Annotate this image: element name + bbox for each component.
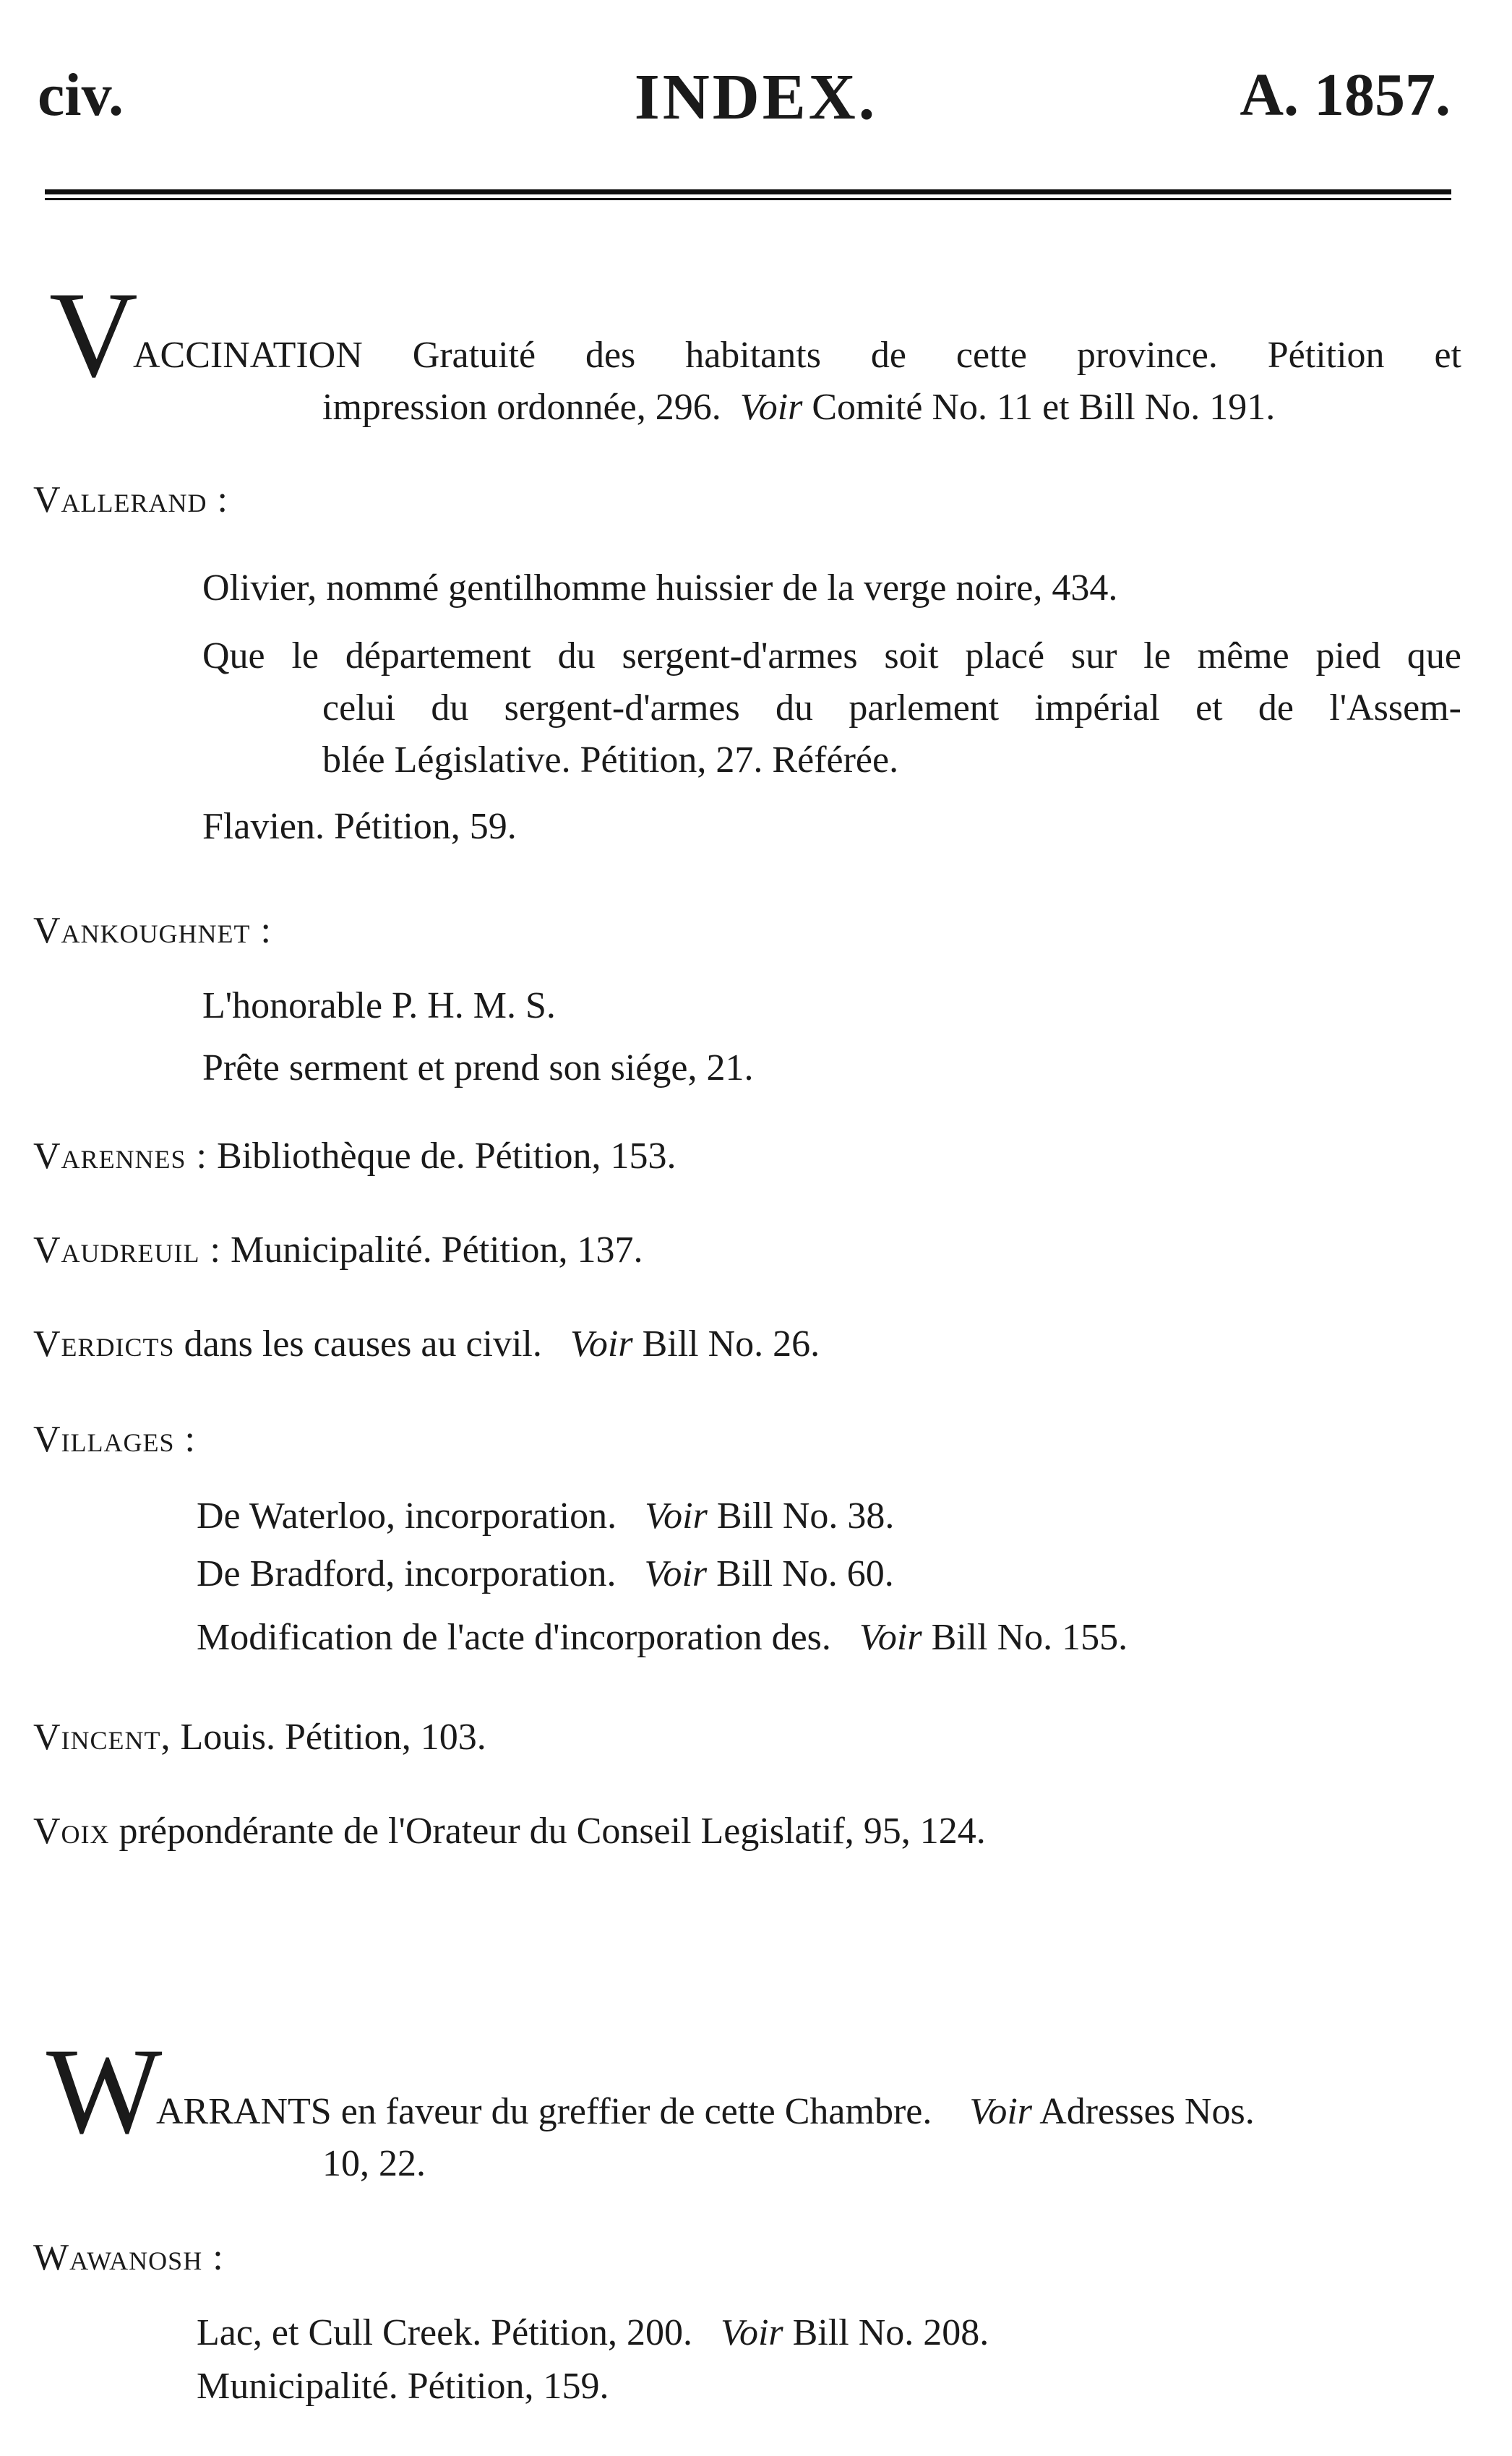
entry-voix: Voix prépondérante de l'Orateur du Conseil Legislatif, 95, 124. <box>33 1811 986 1852</box>
entry-vallerand-sergent-line2: celui du sergent-d'armes du parlement impérial et de l'Assem- <box>322 687 1461 729</box>
entry-vallerand-olivier: Olivier, nommé gentilhomme huissier de la verge noire, 434. <box>202 567 1118 609</box>
entry-head: Verdicts <box>33 1323 175 1365</box>
entry-villages-bradford: De Bradford, incorporation. Voir Bill No. 60. <box>197 1553 894 1594</box>
entry-head-villages: Villages : <box>33 1419 196 1460</box>
entry-vallerand-flavien: Flavien. Pétition, 59. <box>202 806 517 847</box>
dropcap-v: V <box>49 267 138 403</box>
entry-vallerand-sergent-line3: blée Législative. Pétition, 27. Référée. <box>322 739 899 781</box>
dropcap-w: W <box>46 2023 163 2159</box>
entry-vaudreuil: Vaudreuil : Municipalité. Pétition, 137. <box>33 1229 643 1271</box>
entry-vaccination-line2: impression ordonnée, 296. Voir Comité No. 11 et Bill No. 191. <box>322 387 1276 428</box>
page-title: INDEX. <box>634 61 878 133</box>
entry-head: Varennes : <box>33 1135 208 1177</box>
page-number: civ. <box>38 61 124 129</box>
entry-villages-modification: Modification de l'acte d'incorporation des. Voir Bill No. 155. <box>197 1617 1128 1658</box>
entry-head: Vincent, <box>33 1717 171 1758</box>
entry-varennes: Varennes : Bibliothèque de. Pétition, 153. <box>33 1135 676 1177</box>
entry-vincent: Vincent, Louis. Pétition, 103. <box>33 1717 486 1758</box>
entry-wawanosh-municipalite: Municipalité. Pétition, 159. <box>197 2366 609 2407</box>
entry-verdicts: Verdicts dans les causes au civil. Voir Bill No. 26. <box>33 1323 820 1365</box>
entry-warrants-line1: ARRANTS en faveur du greffier de cette Chambre. Voir Adresses Nos. <box>156 2091 1255 2132</box>
entry-head: Vaudreuil : <box>33 1229 221 1271</box>
entry-villages-waterloo: De Waterloo, incorporation. Voir Bill No. 38. <box>197 1495 895 1537</box>
entry-vaccination-line1: ACCINATION Gratuité des habitants de cette province. Pétition et <box>133 335 1461 376</box>
entry-head: Voix <box>33 1811 110 1852</box>
entry-wawanosh-lac: Lac, et Cull Creek. Pétition, 200. Voir Bill No. 208. <box>197 2312 989 2353</box>
entry-warrants-line2: 10, 22. <box>322 2143 426 2184</box>
entry-head: ACCINATION <box>133 335 363 376</box>
entry-head-wawanosh: Wawanosh : <box>33 2237 224 2278</box>
header-rule-thick <box>45 189 1451 194</box>
page-year: A. 1857. <box>1240 61 1451 129</box>
entry-head: ARRANTS <box>156 2091 332 2132</box>
entry-head-vankoughnet: Vankoughnet : <box>33 910 272 951</box>
header-rule-thin <box>45 198 1451 200</box>
entry-head-vallerand: Vallerand : <box>33 479 228 520</box>
entry-vankoughnet-2: Prête serment et prend son siége, 21. <box>202 1047 754 1089</box>
entry-vankoughnet-1: L'honorable P. H. M. S. <box>202 985 556 1026</box>
entry-vallerand-sergent-line1: Que le département du sergent-d'armes soit placé sur le même pied que <box>202 635 1461 677</box>
